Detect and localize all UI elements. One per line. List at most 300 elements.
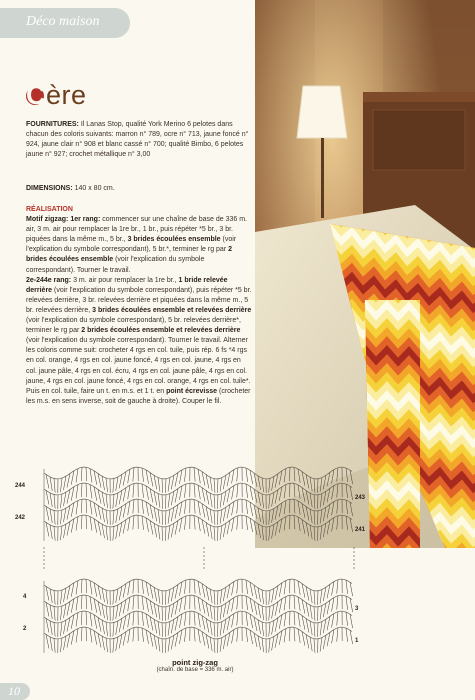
row-label-right-2: 241 [355,527,366,533]
diagram-stitch [81,483,82,497]
diagram-stitch [154,475,157,489]
diagram-stitch [320,590,322,604]
diagram-stitch [94,519,97,533]
diagram-stitch [194,499,195,513]
diagram-stitch [154,587,157,601]
diagram-stitch [272,509,274,523]
diagram-stitch [272,589,274,603]
diagram-stitch [332,581,334,595]
diagram-stitch [119,602,122,616]
diagram-stitch [217,479,218,493]
diagram-stitch [142,596,144,610]
diagram-stitch [133,611,134,625]
diagram-stitch [71,471,74,485]
diagram-stitch [86,499,87,513]
diagram-stitch [306,634,309,648]
diagram-stitch [168,638,170,652]
diagram-stitch [294,595,295,609]
diagram-stitch [86,515,87,529]
diagram-stitch [194,467,195,481]
diagram-stitch [133,467,134,481]
diagram-stitch [306,506,309,520]
diagram-stitch [294,611,295,625]
diagram-stitch [116,637,118,651]
diagram-stitch [162,495,163,509]
diagram-stitch [94,487,97,501]
diagram-stitch [128,469,130,483]
row-label-right-1: 243 [355,495,366,501]
diagram-stitch [102,636,105,650]
diagram-stitch [198,613,200,627]
diagram-stitch [237,628,238,642]
diagram-stitch [250,470,253,484]
diagram-stitch [310,605,312,619]
diagram-stitch [179,502,182,516]
diagram-stitch [258,620,261,634]
diagram-stitch [46,602,49,616]
diagram-stitch [50,605,52,619]
diagram-stitch [220,590,222,604]
diagram-stitch [262,590,264,604]
row2-term-a: 1 bride relevée derrière [26,276,228,294]
diagram-band-bottom [44,579,353,653]
diagram-stitch [113,527,114,541]
diagram-stitch [63,588,66,602]
diagram-stitch [86,483,87,497]
diagram-stitch [165,607,166,621]
diagram-stitch [337,612,338,626]
diagram-stitch [90,628,92,642]
diagram-stitch [214,527,215,541]
diagram-stitch [206,618,209,632]
diagram-stitch [284,596,286,610]
diagram-stitch [60,606,62,620]
diagram-stitch [194,483,195,497]
diagram-stitch [310,493,312,507]
diagram-stitch [102,604,105,618]
diagram-stitch [102,492,105,506]
blanket-photo [255,0,475,548]
diagram-stitch [223,587,226,601]
row1-text-a: commencer sur une chaîne de base de 336 m. air, 3 m. air pour remplacer la 1re br., 1 br., puis répéter *5 br., 3 br. piquées dans la même m., 5 br., [26,216,247,244]
diagram-stitch [54,623,55,637]
diagram-stitch [346,612,348,626]
diagram-stitch [346,580,348,594]
diagram-stitch [284,500,286,514]
diagram-stitch [133,483,134,497]
diagram-stitch [54,495,55,509]
row1-term-b: 2 brides écoulées ensemble [26,246,233,264]
diagram-stitch [262,478,264,492]
diagram-stitch [133,499,134,513]
diagram-stitch [168,590,170,604]
diagram-stitch [232,485,234,499]
diagram-stitch [142,612,144,626]
diagram-stitch [171,491,174,505]
diagram-stitch [168,606,170,620]
row1-term-a: 3 brides écoulées ensemble [127,236,221,244]
diagram-stitch [76,596,78,610]
diagram-stitch [116,493,118,507]
diagram-stitch [119,586,122,600]
row-label-left-2: 242 [15,515,26,521]
diagram-stitch [223,619,226,633]
diagram-stitch [310,637,312,651]
row2-text-d: (voir l'explication du symbole correspondant). Tourner le travail. Alterner les coloris comme suit: crocheter 4 rgs en col. tuile, puis rép. 6 fs *4 rgs en col. orange, 4 rgs en col. jaune foncé, 4 rgs en col. jaune, 4 rgs en col. jaune pâle, 4 rgs en col. écru, 4 rgs en col. jaune pâle, 4 rgs en col. jaune, 4 rgs en col. jaune foncé, 4 rgs en col. orange, 4 rgs en col. tuile*. Puis en col. tuile, faire un t. en m.s. et 1 t. en [26,337,251,395]
diagram-stitch [198,469,200,483]
diagram-stitch [133,595,134,609]
diagram-stitch [206,634,209,648]
diagram-stitch [320,478,322,492]
row-label-left-1: 244 [15,483,26,489]
diagram-stitch [320,638,322,652]
diagram-stitch [94,503,97,517]
diagram-stitch [217,511,218,525]
diagram-stitch [220,526,222,540]
diagram-stitch [250,518,253,532]
diagram-stitch [50,621,52,635]
diagram-stitch [158,494,160,508]
diagram-stitch [314,623,315,637]
diagram-stitch [46,618,49,632]
diagram-stitch [116,509,118,523]
diagram-caption [145,658,245,673]
diagram-stitch [168,494,170,508]
diagram-stitch [289,515,290,529]
row2-paragraph [26,276,252,407]
diagram-stitch [146,582,149,596]
diagram-stitch [81,595,82,609]
diagram-stitch [63,476,66,490]
diagram-stitch [210,525,212,539]
diagram-row-line [44,579,204,591]
diagram-stitch [232,613,234,627]
diagram-stitch [168,622,170,636]
diagram-stitch [102,476,105,490]
diagram-stitch [113,623,114,637]
diagram-row-line [44,483,204,495]
diagram-stitch [146,630,149,644]
diagram-stitch [133,579,134,593]
diagram-stitch [232,501,234,515]
diagram-stitch [323,491,326,505]
diagram-stitch [210,589,212,603]
diagram-stitch [71,519,74,533]
diagram-stitch [106,510,108,524]
diagram-stitch [94,471,97,485]
blanket-photo-illustration [255,0,475,548]
diagram-stitch [223,603,226,617]
diagram-stitch [158,478,160,492]
diagram-stitch [194,595,195,609]
diagram-stitch [317,511,318,525]
diagram-stitch [337,500,338,514]
diagram-stitch [317,623,318,637]
diagram-stitch [314,591,315,605]
diagram-stitch [272,605,274,619]
diagram-stitch [250,598,253,612]
row2-text-c: (voir l'explication du symbole correspondant), 5 br. relevées derrière*, terminer le rg par [26,317,241,335]
diagram-stitch [323,507,326,521]
diagram-stitch [210,621,212,635]
diagram-stitch [184,484,186,498]
diagram-stitch [171,587,174,601]
diagram-stitch [317,607,318,621]
diagram-stitch [350,614,353,628]
diagram-stitch [106,590,108,604]
diagram-stitch [106,606,108,620]
diagram-stitch [220,638,222,652]
diagram-stitch [184,612,186,626]
diagram-stitch [165,479,166,493]
diagram-stitch [90,516,92,530]
diagram-stitch [332,597,334,611]
diagram-stitch [102,620,105,634]
diagram-stitch [90,612,92,626]
diagram-stitch [171,619,174,633]
diagram-stitch [50,525,52,539]
row-label-left-4: 2 [23,626,27,632]
diagram-stitch [154,603,157,617]
diagram-stitch [310,621,312,635]
diagram-stitch [102,588,105,602]
diagram-stitch [146,486,149,500]
diagram-stitch [237,612,238,626]
diagram-stitch [63,508,66,522]
diagram-stitch [289,595,290,609]
diagram-stitch [269,638,270,652]
diagram-stitch [298,581,300,595]
row-label-right-3: 3 [355,606,359,612]
diagram-stitch [269,622,270,636]
diagram-stitch [128,629,130,643]
diagram-stitch [214,479,215,493]
diagram-row-line [44,499,204,511]
diagram-stitch [71,631,74,645]
diagram-stitch [262,622,264,636]
diagram-stitch [220,606,222,620]
diagram-stitch [337,596,338,610]
dimensions-text: 140 x 80 cm. [72,185,115,192]
row2-label: 2e-244e rang: [26,276,72,284]
diagram-stitch [171,603,174,617]
diagram-stitch [294,483,295,497]
diagram-stitch [90,484,92,498]
diagram-stitch [284,580,286,594]
diagram-stitch [237,516,238,530]
row1-text-c: (voir l'explication du symbole correspondant). Tourner le travail. [26,256,205,274]
diagram-stitch [198,485,200,499]
diagram-stitch [250,502,253,516]
diagram-stitch [323,635,326,649]
diagram-stitch [81,611,82,625]
diagram-stitch [90,596,92,610]
diagram-stitch [71,487,74,501]
diagram-stitch [294,627,295,641]
diagram-stitch [337,628,338,642]
diagram-stitch [76,580,78,594]
diagram-stitch [223,523,226,537]
diagram-stitch [206,490,209,504]
diagram-stitch [171,507,174,521]
diagram-stitch [350,630,353,644]
diagram-stitch [94,615,97,629]
diagram-stitch [133,515,134,529]
diagram-stitch [168,526,170,540]
diagram-stitch [94,583,97,597]
diagram-stitch [214,511,215,525]
diagram-stitch [179,582,182,596]
diagram-stitch [46,474,49,488]
diagram-stitch [102,508,105,522]
diagram-stitch [237,484,238,498]
diagram-stitch [142,580,144,594]
diagram-stitch [214,591,215,605]
diagram-stitch [350,470,353,484]
diagram-stitch [119,490,122,504]
diagram-stitch [113,479,114,493]
diagram-stitch [119,618,122,632]
page-number: 10 [8,684,20,698]
dimensions-label: DIMENSIONS: [26,185,73,192]
diagram-stitch [269,526,270,540]
diagram-stitch [171,523,174,537]
diagram-stitch [272,525,274,539]
diagram-stitch [246,516,248,530]
diagram-stitch [142,468,144,482]
diagram-stitch [94,631,97,645]
diagram-stitch [206,474,209,488]
realisation-heading: RÉALISATION [26,206,73,213]
diagram-stitch [179,486,182,500]
diagram-stitch [102,524,105,538]
diagram-stitch [90,580,92,594]
diagram-stitch [206,586,209,600]
diagram-stitch [294,467,295,481]
diagram-stitch [246,468,248,482]
diagram-stitch [350,486,353,500]
diagram-stitch [165,511,166,525]
diagram-stitch [81,515,82,529]
diagram-stitch [142,484,144,498]
diagram-stitch [71,615,74,629]
diagram-stitch [158,638,160,652]
row1-paragraph [26,215,252,276]
diagram-stitch [179,614,182,628]
diagram-stitch [119,506,122,520]
diagram-stitch [46,506,49,520]
diagram-stitch [323,587,326,601]
diagram-stitch [314,479,315,493]
diagram-stitch [128,613,130,627]
diagram-stitch [94,599,97,613]
diagram-stitch [71,583,74,597]
diagram-stitch [346,596,348,610]
diagram-stitch [184,468,186,482]
diagram-stitch [217,527,218,541]
page-title [26,80,87,111]
diagram-stitch [289,611,290,625]
diagram-stitch [184,500,186,514]
diagram-stitch [146,502,149,516]
diagram-stitch [294,579,295,593]
diagram-stitch [320,494,322,508]
diagram-stitch [332,469,334,483]
diagram-stitch [184,580,186,594]
diagram-stitch [306,474,309,488]
diagram-stitch [171,475,174,489]
diagram-stitch [323,523,326,537]
diagram-stitch [90,468,92,482]
diagram-stitch [323,603,326,617]
diagram-stitch [54,511,55,525]
diagram-stitch [214,495,215,509]
diagram-stitch [46,634,49,648]
diagram-stitch [323,619,326,633]
diagram-stitch [314,639,315,653]
diagram-stitch [258,588,261,602]
diagram-stitch [116,621,118,635]
diagram-stitch [323,475,326,489]
diagram-stitch [258,636,261,650]
crochet-diagram [14,467,364,657]
diagram-stitch [168,510,170,524]
diagram-stitch [206,506,209,520]
diagram-stitch [63,492,66,506]
supplies-paragraph [26,120,252,160]
diagram-stitch [106,478,108,492]
crochet-diagram-svg [14,467,364,657]
diagram-stitch [246,580,248,594]
diagram-stitch [320,526,322,540]
diagram-stitch [76,484,78,498]
row2-term-c: 2 brides écoulées ensemble et relevées derrière [81,327,241,335]
diagram-stitch [116,605,118,619]
diagram-row-line [44,611,204,623]
diagram-stitch [232,597,234,611]
diagram-stitch [232,581,234,595]
diagram-stitch [128,485,130,499]
diagram-stitch [60,478,62,492]
diagram-stitch [165,527,166,541]
diagram-stitch [346,516,348,530]
diagram-stitch [54,479,55,493]
section-label: Déco maison [26,14,100,29]
diagram-stitch [232,517,234,531]
diagram-stitch [320,510,322,524]
diagram-stitch [184,628,186,642]
diagram-stitch [262,494,264,508]
diagram-stitch [258,604,261,618]
diagram-stitch [217,495,218,509]
row2-text-a: 3 m. air pour remplacer la 1re br., [71,276,179,284]
diagram-stitch [314,511,315,525]
diagram-stitch [165,591,166,605]
diagram-stitch [154,619,157,633]
diagram-stitch [165,623,166,637]
diagram-stitch [337,468,338,482]
dimensions-paragraph [26,184,252,194]
diagram-stitch [198,517,200,531]
diagram-stitch [250,614,253,628]
page-number-tab [0,683,30,700]
diagram-stitch [237,596,238,610]
diagram-stitch [217,607,218,621]
diagram-stitch [63,636,66,650]
diagram-stitch [154,523,157,537]
diagram-row-line [44,595,204,607]
diagram-stitch [54,527,55,541]
